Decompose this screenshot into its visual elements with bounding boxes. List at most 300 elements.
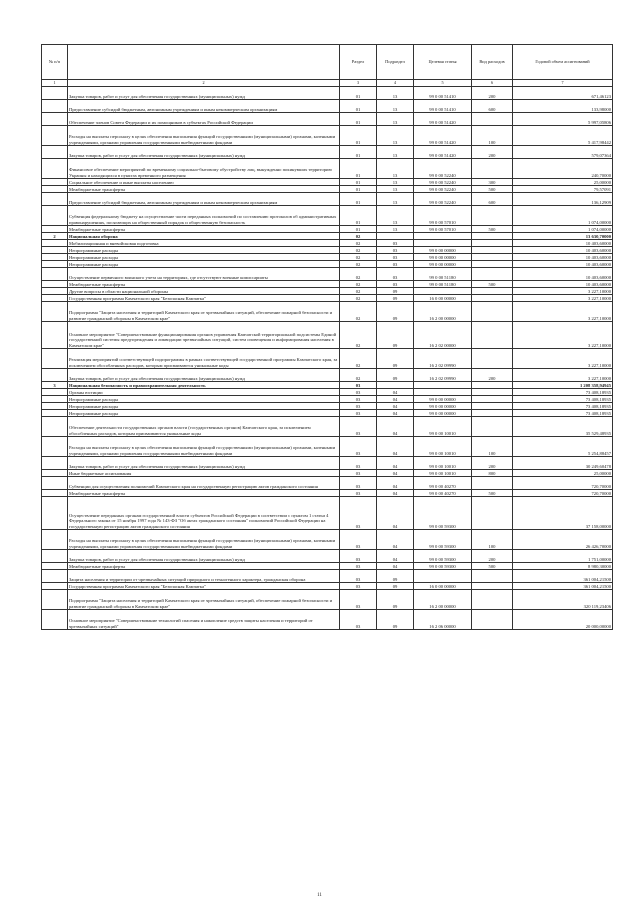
annual-amount: 320 119,23406 (513, 590, 613, 610)
row-number (42, 100, 68, 113)
target-article: 16 2 02 09990 (414, 349, 472, 369)
table-row (42, 302, 613, 322)
item-name: Закупка товаров, работ и услуг для обеспечения государственных (муниципальных) нужд (68, 369, 340, 382)
annual-amount: 10 403,60000 (513, 268, 613, 281)
annual-amount: 73 408,18935 (513, 410, 613, 417)
col-number: 4 (377, 80, 414, 87)
item-name: Финансовое обеспечение мероприятий по временному социально-бытовому обустройству лиц, вынужденно покинувших территорию Украины и находящихся в пунктах временного размещения (68, 159, 340, 179)
subsection-code: 13 (377, 193, 414, 206)
row-number (42, 206, 68, 226)
expense-type (472, 389, 513, 396)
item-name: Другие вопросы в области национальной обороны (68, 288, 340, 295)
expense-type: 800 (472, 470, 513, 477)
subsection-code: 04 (377, 550, 414, 563)
table-row (42, 403, 613, 410)
row-number (42, 570, 68, 583)
target-article: 99 0 00 00000 (414, 403, 472, 410)
section-code: 03 (340, 396, 377, 403)
section-code: 02 (340, 281, 377, 288)
target-article: 99 0 00 00000 (414, 410, 472, 417)
row-number (42, 288, 68, 295)
annual-amount: 73 408,18935 (513, 389, 613, 396)
annual-amount: 133,98000 (513, 100, 613, 113)
section-code: 03 (340, 410, 377, 417)
table-row (42, 417, 613, 437)
table-row (42, 497, 613, 530)
expense-type (472, 295, 513, 302)
annual-amount: 579,07364 (513, 146, 613, 159)
col-number: 7 (513, 80, 613, 87)
section-code: 02 (340, 349, 377, 369)
expense-type: 200 (472, 457, 513, 470)
table-row (42, 457, 613, 470)
expense-type: 500 (472, 186, 513, 193)
expense-type (472, 322, 513, 349)
annual-amount: 10 403,60000 (513, 240, 613, 247)
header-num: № п/п (42, 45, 68, 80)
row-number (42, 87, 68, 100)
expense-type: 600 (472, 193, 513, 206)
expense-type (472, 159, 513, 179)
section-code: 03 (340, 477, 377, 490)
subsection-code (377, 233, 414, 240)
expense-type (472, 268, 513, 281)
table-row (42, 87, 613, 100)
annual-amount: 5 254,88457 (513, 437, 613, 457)
expense-type: 300 (472, 179, 513, 186)
expense-type (472, 417, 513, 437)
row-number (42, 610, 68, 630)
subsection-code: 09 (377, 610, 414, 630)
subsection-code: 04 (377, 497, 414, 530)
item-name: Социальное обеспечение и иные выплаты населению (68, 179, 340, 186)
subsection-code: 13 (377, 126, 414, 146)
subsection-code: 13 (377, 87, 414, 100)
section-code: 03 (340, 403, 377, 410)
expense-type (472, 403, 513, 410)
subsection-code: 09 (377, 295, 414, 302)
section-code: 03 (340, 490, 377, 497)
target-article: 99 0 00 52240 (414, 159, 472, 179)
target-article: 99 0 00 59300 (414, 563, 472, 570)
subsection-code: 04 (377, 403, 414, 410)
expense-type (472, 570, 513, 583)
target-article: 99 0 00 40270 (414, 477, 472, 490)
table-row (42, 247, 613, 254)
subsection-code: 13 (377, 159, 414, 179)
expense-type: 500 (472, 281, 513, 288)
subsection-code: 13 (377, 100, 414, 113)
row-number (42, 477, 68, 490)
target-article: 99 0 00 57010 (414, 206, 472, 226)
expense-type (472, 288, 513, 295)
row-number (42, 302, 68, 322)
target-article: 99 0 00 10010 (414, 417, 472, 437)
expense-type (472, 396, 513, 403)
table-row (42, 470, 613, 477)
target-article: 16 0 00 00000 (414, 583, 472, 590)
subsection-code: 04 (377, 417, 414, 437)
table-row (42, 146, 613, 159)
table-row (42, 268, 613, 281)
annual-amount: 25,00000 (513, 179, 613, 186)
section-code: 03 (340, 590, 377, 610)
section-code: 01 (340, 126, 377, 146)
item-name: Непрограммные расходы (68, 410, 340, 417)
row-number (42, 281, 68, 288)
subsection-code: 04 (377, 396, 414, 403)
subsection-code: 09 (377, 583, 414, 590)
subsection-code: 09 (377, 349, 414, 369)
row-number (42, 550, 68, 563)
target-article: 16 2 02 09990 (414, 369, 472, 382)
item-name: Непрограммные расходы (68, 403, 340, 410)
annual-amount: 720,70000 (513, 490, 613, 497)
section-code: 02 (340, 233, 377, 240)
subsection-code: 09 (377, 369, 414, 382)
col-number: 5 (414, 80, 472, 87)
item-name: Реализация мероприятий соответствующей подпрограммы в рамках соответствующей государственной программы Камчатского края, за исключением обособленных расходов, которым присваиваются уникальные коды (68, 349, 340, 369)
annual-amount: 10 403,60000 (513, 281, 613, 288)
header-podrazdel: Подраздел (377, 45, 414, 80)
item-name: Национальная оборона (68, 233, 340, 240)
col-number: 3 (340, 80, 377, 87)
annual-amount: 136,12909 (513, 193, 613, 206)
item-name: Закупка товаров, работ и услуг для обеспечения государственных (муниципальных) нужд (68, 146, 340, 159)
target-article: 16 0 00 00000 (414, 295, 472, 302)
section-code: 03 (340, 389, 377, 396)
item-name: Расходы на выплаты персоналу в целях обеспечения выполнения функций государственными (муниципальными) органами, казенными учреждениями, органами управления государственными внебюджетными фондами (68, 126, 340, 146)
subsection-code: 04 (377, 470, 414, 477)
expense-type (472, 410, 513, 417)
section-code: 03 (340, 497, 377, 530)
target-article: 99 0 00 00000 (414, 247, 472, 254)
section-code: 03 (340, 417, 377, 437)
item-name: Расходы на выплаты персоналу в целях обеспечения выполнения функций государственными (муниципальными) органами, казенными учреждениями, органами управления государственными внебюджетными фондами (68, 437, 340, 457)
table-row (42, 369, 613, 382)
table-row (42, 396, 613, 403)
section-code: 02 (340, 240, 377, 247)
table-row (42, 490, 613, 497)
section-code: 02 (340, 254, 377, 261)
expense-type (472, 233, 513, 240)
target-article (414, 389, 472, 396)
subsection-code: 04 (377, 437, 414, 457)
annual-amount: 30 249,60478 (513, 457, 613, 470)
annual-amount: 1 074,00000 (513, 206, 613, 226)
col-number: 1 (42, 80, 68, 87)
col-number: 2 (68, 80, 340, 87)
table-row (42, 410, 613, 417)
target-article: 99 0 00 40270 (414, 490, 472, 497)
section-code: 01 (340, 186, 377, 193)
table-row (42, 254, 613, 261)
expense-type (472, 477, 513, 490)
annual-amount: 20 000,00000 (513, 610, 613, 630)
expense-type: 100 (472, 126, 513, 146)
item-name: Межбюджетные трансферты (68, 226, 340, 233)
item-name: Осуществление переданных органам государственной власти субъектов Российской Федерации в соответствии с пунктом 1 статьи 4 Федерального закона от 15 ноября 1997 года № 143-ФЗ "Об актах гражданского состояния" полномочий Российской Федерации на государственную регистрацию актов гражданского состояния (68, 497, 340, 530)
annual-amount: 3 227,10000 (513, 295, 613, 302)
row-number (42, 193, 68, 206)
row-number (42, 470, 68, 477)
row-number (42, 113, 68, 126)
target-article: 16 2 06 00000 (414, 610, 472, 630)
item-name: Субвенция федеральному бюджету на осуществление части переданных полномочий по составлению протоколов об административных правонарушениях, посягающих на общественный порядок и общественную безопасность (68, 206, 340, 226)
table-row (42, 206, 613, 226)
expense-type: 500 (472, 563, 513, 570)
table-row (42, 389, 613, 396)
expense-type (472, 610, 513, 630)
section-code: 02 (340, 302, 377, 322)
table-row (42, 382, 613, 389)
item-name: Межбюджетные трансферты (68, 281, 340, 288)
row-number (42, 179, 68, 186)
item-name: Предоставление субсидий бюджетным, автономным учреждениям и иным некоммерческим организациям (68, 193, 340, 206)
target-article: 99 0 00 51420 (414, 113, 472, 126)
subsection-code: 13 (377, 226, 414, 233)
target-article: 99 0 00 52240 (414, 186, 472, 193)
subsection-code (377, 382, 414, 389)
target-article (414, 570, 472, 583)
section-code: 03 (340, 457, 377, 470)
item-name: Субвенции для осуществления полномочий Камчатского края на государственную регистрацию актов гражданского состояния (68, 477, 340, 490)
expense-type (472, 349, 513, 369)
section-code: 03 (340, 437, 377, 457)
annual-amount: 73 408,18935 (513, 403, 613, 410)
expense-type (472, 240, 513, 247)
section-code: 02 (340, 261, 377, 268)
annual-amount: 1 208 358,94945 (513, 382, 613, 389)
subsection-code: 13 (377, 113, 414, 126)
annual-amount: 3 227,10000 (513, 349, 613, 369)
expense-type: 200 (472, 146, 513, 159)
subsection-code: 09 (377, 322, 414, 349)
target-article: 99 0 00 52240 (414, 179, 472, 186)
subsection-code: 09 (377, 590, 414, 610)
subsection-code: 13 (377, 146, 414, 159)
section-code: 01 (340, 113, 377, 126)
table-row (42, 159, 613, 179)
item-name: Непрограммные расходы (68, 396, 340, 403)
section-code: 01 (340, 193, 377, 206)
row-number (42, 240, 68, 247)
table-row (42, 477, 613, 490)
item-name: Непрограммные расходы (68, 261, 340, 268)
subsection-code: 09 (377, 302, 414, 322)
expense-type: 500 (472, 490, 513, 497)
expense-type: 100 (472, 437, 513, 457)
section-code: 02 (340, 247, 377, 254)
row-number (42, 159, 68, 179)
target-article: 99 0 00 00000 (414, 261, 472, 268)
row-number (42, 530, 68, 550)
subsection-code: 09 (377, 288, 414, 295)
table-row (42, 563, 613, 570)
row-number (42, 268, 68, 281)
item-name: Осуществление первичного воинского учета на территориях, где отсутствуют военные комиссариаты (68, 268, 340, 281)
annual-amount: 3 227,10000 (513, 302, 613, 322)
target-article: 99 0 00 51180 (414, 281, 472, 288)
item-name: Подпрограмма "Защита населения и территорий Камчатского края от чрезвычайных ситуаций, обеспечение пожарной безопасности и развитие гражданской обороны в Камчатском крае" (68, 590, 340, 610)
table-row (42, 570, 613, 583)
item-name: Непрограммные расходы (68, 254, 340, 261)
annual-amount: 671,46123 (513, 87, 613, 100)
target-article: 99 0 00 51410 (414, 87, 472, 100)
annual-amount: 13 630,70000 (513, 233, 613, 240)
annual-amount: 79,57091 (513, 186, 613, 193)
subsection-code: 04 (377, 477, 414, 490)
expense-type (472, 247, 513, 254)
item-name: Непрограммные расходы (68, 247, 340, 254)
subsection-code: 04 (377, 410, 414, 417)
item-name: Предоставление субсидий бюджетным, автономным учреждениям и иным некоммерческим организациям (68, 100, 340, 113)
annual-amount: 10 403,60000 (513, 261, 613, 268)
row-number (42, 247, 68, 254)
item-name: Мобилизационная и вневойсковая подготовка (68, 240, 340, 247)
row-number (42, 563, 68, 570)
target-article: 16 2 00 00000 (414, 302, 472, 322)
subsection-code: 04 (377, 389, 414, 396)
column-number-row (42, 80, 613, 87)
table-row (42, 240, 613, 247)
annual-amount: 35 529,48935 (513, 417, 613, 437)
annual-amount: 240,70000 (513, 159, 613, 179)
item-name: Межбюджетные трансферты (68, 490, 340, 497)
section-code: 01 (340, 159, 377, 179)
row-number (42, 349, 68, 369)
budget-table (41, 44, 613, 630)
subsection-code: 03 (377, 247, 414, 254)
row-number (42, 410, 68, 417)
target-article: 16 2 02 00000 (414, 322, 472, 349)
row-number (42, 186, 68, 193)
annual-amount: 3 227,10000 (513, 288, 613, 295)
subsection-code: 03 (377, 254, 414, 261)
item-name: Закупка товаров, работ и услуг для обеспечения государственных (муниципальных) нужд (68, 550, 340, 563)
item-name: Государственная программа Камчатского края "Безопасная Камчатка" (68, 583, 340, 590)
item-name: Межбюджетные трансферты (68, 563, 340, 570)
table-row (42, 322, 613, 349)
expense-type (472, 254, 513, 261)
row-number (42, 490, 68, 497)
table-row (42, 281, 613, 288)
section-code: 01 (340, 87, 377, 100)
section-code: 01 (340, 179, 377, 186)
header-csr: Целевая статья (414, 45, 472, 80)
annual-amount: 3 227,10000 (513, 369, 613, 382)
subsection-code: 03 (377, 240, 414, 247)
section-code: 01 (340, 226, 377, 233)
item-name: Обеспечение членов Совета Федерации и их помощников в субъектах Российской Федерации (68, 113, 340, 126)
item-name: Основное мероприятие "Совершенствование технологий спасения и накопление средств защиты населения и территорий от чрезвычайных ситуаций" (68, 610, 340, 630)
expense-type (472, 113, 513, 126)
section-code: 03 (340, 382, 377, 389)
row-number (42, 437, 68, 457)
target-article (414, 382, 472, 389)
annual-amount: 5 997,05806 (513, 113, 613, 126)
expense-type: 600 (472, 100, 513, 113)
row-number (42, 226, 68, 233)
section-code: 02 (340, 288, 377, 295)
target-article: 99 0 00 59300 (414, 550, 472, 563)
expense-type: 200 (472, 369, 513, 382)
item-name: Закупка товаров, работ и услуг для обеспечения государственных (муниципальных) нужд (68, 457, 340, 470)
table-row (42, 226, 613, 233)
subsection-code: 13 (377, 206, 414, 226)
subsection-code: 13 (377, 179, 414, 186)
item-name: Органы юстиции (68, 389, 340, 396)
target-article: 99 0 00 59300 (414, 497, 472, 530)
annual-amount: 73 408,18935 (513, 396, 613, 403)
expense-type: 100 (472, 530, 513, 550)
item-name: Межбюджетные трансферты (68, 186, 340, 193)
target-article: 99 0 00 00000 (414, 254, 472, 261)
expense-type (472, 302, 513, 322)
item-name: Основное мероприятие "Совершенствование функционирования органов управления Камчатской территориальной подсистемы Единой государственной системы предупреждения и ликвидации чрезвычайных ситуаций, систем оповещения и информирования населения в Камчатском крае" (68, 322, 340, 349)
subsection-code: 04 (377, 530, 414, 550)
table-header-row (42, 45, 613, 80)
expense-type: 200 (472, 87, 513, 100)
annual-amount: 10 403,60000 (513, 247, 613, 254)
section-code: 03 (340, 470, 377, 477)
row-number (42, 389, 68, 396)
item-name: Государственная программа Камчатского края "Безопасная Камчатка" (68, 295, 340, 302)
target-article: 16 2 00 00000 (414, 590, 472, 610)
annual-amount: 1 074,00000 (513, 226, 613, 233)
section-code: 02 (340, 322, 377, 349)
annual-amount: 720,70000 (513, 477, 613, 490)
row-number (42, 457, 68, 470)
header-amount: Годовой объем ассигнований (513, 45, 613, 80)
target-article: 99 0 00 10010 (414, 470, 472, 477)
item-name: Расходы на выплаты персоналу в целях обеспечения выполнения функций государственными (муниципальными) органами, казенными учреждениями, органами управления государственными внебюджетными фондами (68, 530, 340, 550)
annual-amount: 8 980,30000 (513, 563, 613, 570)
table-row (42, 100, 613, 113)
section-code: 03 (340, 610, 377, 630)
table-row (42, 583, 613, 590)
row-number (42, 295, 68, 302)
row-number (42, 417, 68, 437)
annual-amount: 3 227,10000 (513, 322, 613, 349)
annual-amount: 37 158,00000 (513, 497, 613, 530)
section-code: 01 (340, 100, 377, 113)
item-name: Закупка товаров, работ и услуг для обеспечения государственных (муниципальных) нужд (68, 87, 340, 100)
row-number (42, 146, 68, 159)
table-row (42, 610, 613, 630)
subsection-code: 03 (377, 281, 414, 288)
section-code: 02 (340, 268, 377, 281)
target-article: 99 0 00 57010 (414, 226, 472, 233)
expense-type (472, 261, 513, 268)
target-article (414, 240, 472, 247)
target-article (414, 288, 472, 295)
header-razdel: Раздел (340, 45, 377, 80)
expense-type: 200 (472, 550, 513, 563)
row-number (42, 497, 68, 530)
row-number (42, 369, 68, 382)
section-code: 03 (340, 583, 377, 590)
annual-amount: 361 004,21500 (513, 583, 613, 590)
target-article: 99 0 00 10010 (414, 437, 472, 457)
row-number (42, 126, 68, 146)
table-row (42, 349, 613, 369)
table-row (42, 126, 613, 146)
annual-amount: 5 417,98442 (513, 126, 613, 146)
target-article: 99 0 00 59300 (414, 530, 472, 550)
row-number (42, 396, 68, 403)
target-article: 99 0 00 51420 (414, 146, 472, 159)
